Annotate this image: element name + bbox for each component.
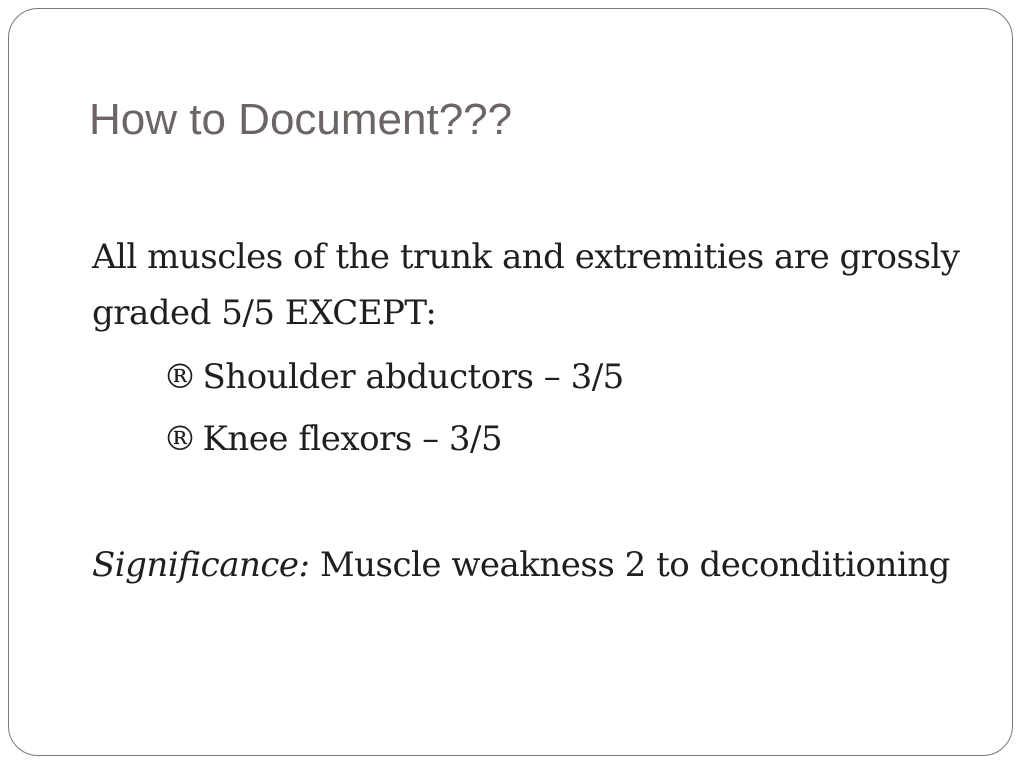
slide-title: How to Document??? xyxy=(89,95,513,144)
bullet-text: Shoulder abductors – 3/5 xyxy=(202,357,624,397)
significance-text: Muscle weakness 2 to deconditioning xyxy=(319,545,950,585)
bullet-item xyxy=(163,419,503,459)
bullet-item xyxy=(163,357,624,397)
significance-line xyxy=(92,545,950,585)
registered-bullet-icon: ® xyxy=(163,419,197,459)
intro-line-1: All muscles of the trunk and extremities are grossly xyxy=(92,237,960,277)
registered-bullet-icon: ® xyxy=(163,357,197,397)
bullet-text: Knee flexors – 3/5 xyxy=(202,419,503,459)
significance-label: Significance: xyxy=(92,545,310,585)
intro-line-2: graded 5/5 EXCEPT: xyxy=(92,293,437,333)
